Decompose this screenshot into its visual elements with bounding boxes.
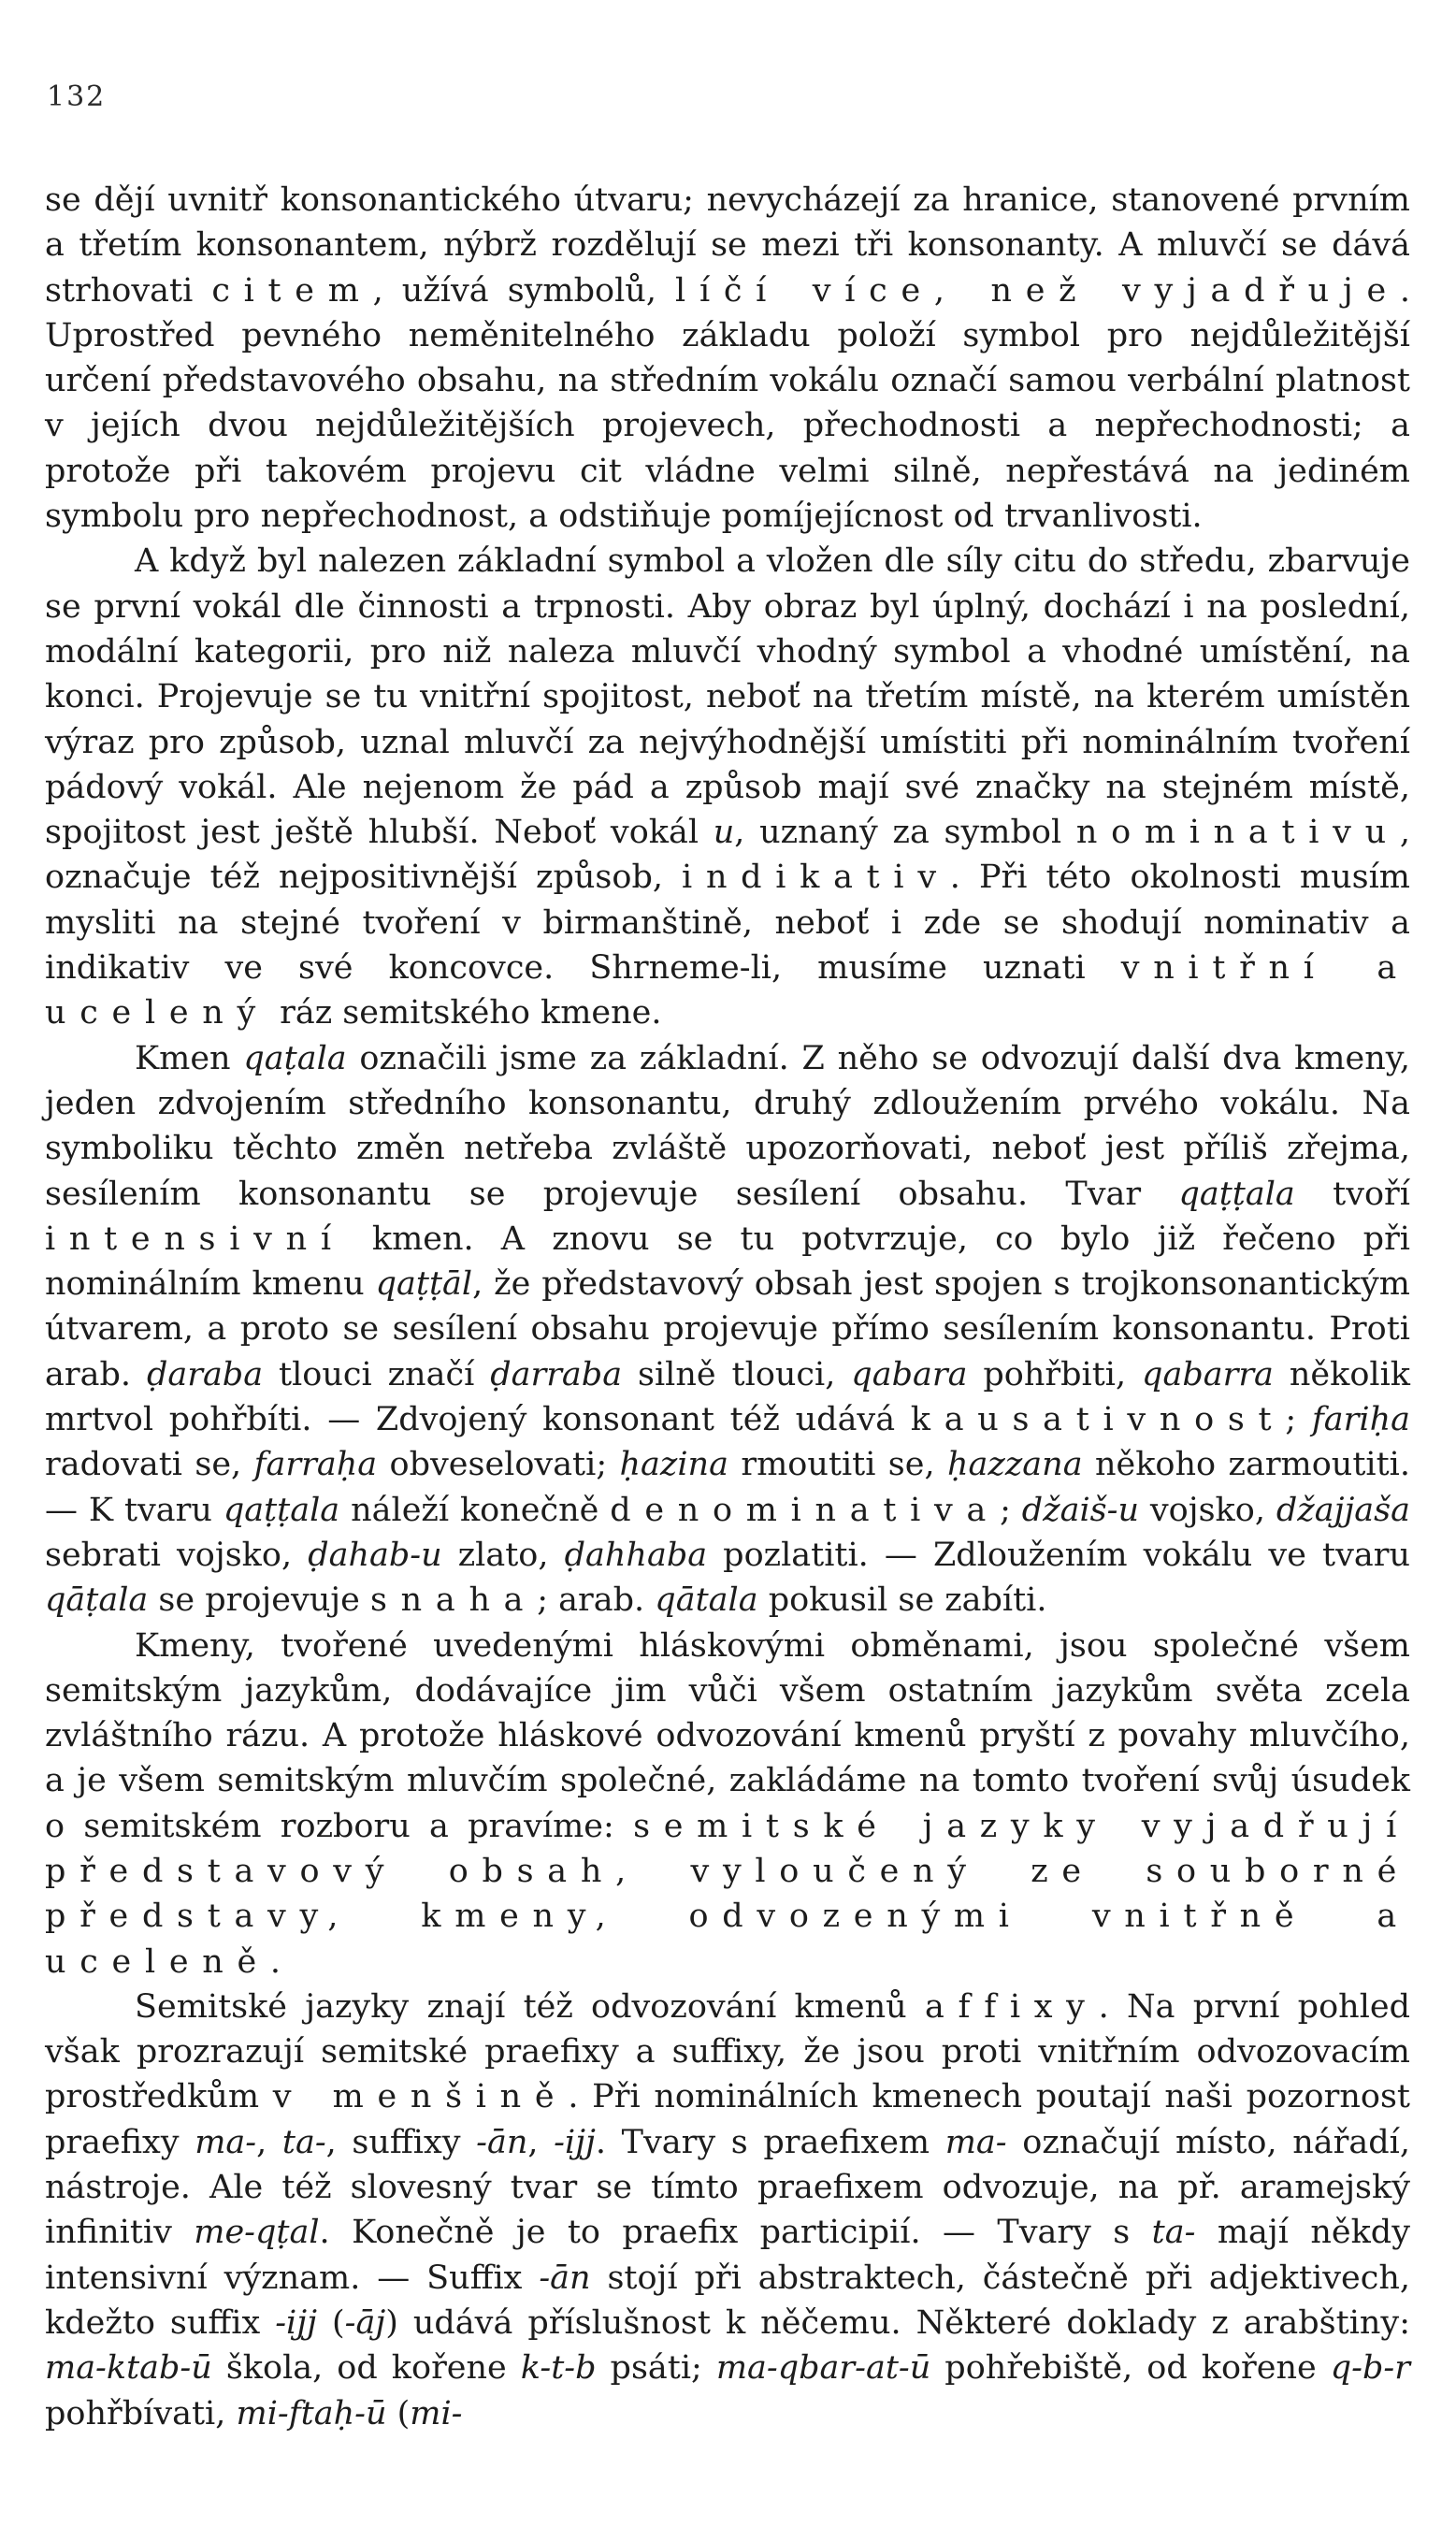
italic-term: qaṭṭala	[1178, 1175, 1295, 1213]
paragraph	[45, 178, 1410, 539]
italic-term: fariḥa	[1311, 1401, 1410, 1439]
italic-term: džajjaša	[1276, 1491, 1410, 1529]
spaced-emphasis: v menšině	[272, 2078, 569, 2116]
spaced-emphasis: kausativnost	[910, 1401, 1286, 1439]
text-run: rmoutiti se,	[728, 1446, 947, 1484]
body-text	[45, 178, 1410, 2436]
paragraph	[45, 1985, 1410, 2436]
text-run: . Při této okolnosti musím mysliti na stejné tvoření v birmanštině, neboť i zde se shodují nominativ a indikativ ve své koncovce. Shrneme-li, musíme uznati	[45, 859, 1410, 988]
text-run: (	[386, 2394, 411, 2432]
spaced-emphasis: líčí více, než vyjadřuje	[675, 271, 1400, 310]
text-run: mají někdy intensivní význam. — Suffix	[45, 2214, 1410, 2297]
text-run: . Na první pohled však prozrazují semitské praefixy a suffixy, že jsou proti vnitřním odvozovacím prostředkům	[45, 1987, 1411, 2116]
text-run: psáti;	[596, 2349, 716, 2388]
text-run: radovati se,	[45, 1446, 254, 1484]
italic-term: -ān	[476, 2123, 528, 2161]
italic-term: ḍarraba	[490, 1355, 623, 1393]
text-run: tvoří	[1294, 1175, 1410, 1213]
spaced-emphasis: nominativu	[1075, 814, 1400, 852]
text-run: ráz semitského kmene.	[268, 994, 662, 1032]
spaced-emphasis: vnitřní a ucelený	[45, 949, 1410, 1032]
text-run: , že představový obsah jest spojen s trojkonsonantickým útvarem, a proto se sesílení obsahu projevuje přímo sesílením konsonantu. Proti arab.	[45, 1265, 1410, 1393]
text-run: . Uprostřed pevného neměnitelného základu položí symbol pro nejdůležitější určení představového obsahu, na středním vokálu označí samou verbální platnost v jejích dvou nejdůležitějších projevech, přechodnosti a nepřechodnosti; a protože při takovém projevu cit vládne velmi silně, nepřestává na jediném symbolu pro nepřechodnost, a odstiňuje pomíjejícnost od trvanlivosti.	[45, 271, 1411, 536]
text-run: , uznaný za symbol	[734, 814, 1076, 852]
spaced-emphasis: denominativa	[610, 1491, 1001, 1529]
italic-term: me-qṭal	[194, 2214, 320, 2252]
text-run: označují místo, nářadí, nástroje. Ale též slovesný tvar se tímto praefixem odvozuje, na př. aramejský infinitiv	[45, 2123, 1410, 2252]
text-run: zlato,	[441, 1536, 565, 1574]
text-run: ) udává příslušnost k něčemu. Některé doklady z arabštiny:	[385, 2303, 1410, 2342]
italic-term: ma-qbar-at-ū	[715, 2349, 931, 2388]
page-number: 132	[47, 80, 107, 113]
text-run: Kmeny, tvořené uvedenými hláskovými obměnami, jsou společné všem semitským jazykům, dodávajíce jim vůči všem ostatním jazykům světa zcela zvláštního rázu. A protože hláskové odvozování kmenů pryští z povahy mluvčího, a je všem semitským mluvčím společné, zakládáme na tomto tvoření svůj úsudek o semitském rozboru a pravíme:	[45, 1626, 1410, 1845]
text-run: ,	[256, 2123, 282, 2161]
italic-term: ta-	[1151, 2214, 1196, 2252]
text-run: náleží konečně	[339, 1491, 611, 1529]
italic-term: ḍaraba	[146, 1355, 264, 1393]
italic-term: q-b-r	[1330, 2349, 1410, 2388]
text-run: několik mrtvol pohřbíti. — Zdvojený konsonant též udává	[45, 1355, 1410, 1439]
text-run: vojsko,	[1139, 1491, 1276, 1529]
text-run: , užívá symbolů,	[372, 271, 676, 310]
text-run: Kmen	[135, 1039, 244, 1077]
text-run: sebrati vojsko,	[45, 1536, 309, 1574]
italic-term: džaiš-u	[1021, 1491, 1139, 1529]
italic-term: ta-	[281, 2123, 326, 2161]
italic-term: mi-ftaḥ-ū	[236, 2394, 387, 2432]
italic-term: mi-	[410, 2394, 463, 2432]
text-run: obveselovati;	[377, 1446, 620, 1484]
italic-term: ma-ktab-ū	[45, 2349, 212, 2388]
italic-term: -ijj	[275, 2303, 317, 2342]
italic-term: ma-	[944, 2123, 1007, 2161]
text-run: ,	[527, 2123, 555, 2161]
italic-term: qaṭṭāl	[375, 1265, 473, 1304]
text-run: pokusil se zabíti.	[757, 1581, 1047, 1620]
spaced-emphasis: indikativ	[682, 859, 950, 897]
text-run: . Tvary s praefixem	[595, 2123, 945, 2161]
text-run: . Při nominálních kmenech poutají naši pozornost praefixy	[45, 2078, 1410, 2161]
text-run: se dějí uvnitř konsonantického útvaru; nevycházejí za hranice, stanovené prvním a třetím konsonantem, nýbrž rozdělují se mezi tři konsonanty. A mluvčí se dává strhovati	[45, 181, 1410, 310]
text-run: kmen. A znovu se tu potvrzuje, co bylo již řečeno při nominálním kmenu	[45, 1220, 1410, 1304]
text-run: , označuje též nejpositivnější způsob,	[45, 814, 1410, 897]
italic-term: ḥazzana	[947, 1446, 1083, 1484]
italic-term: qabara	[851, 1355, 968, 1393]
spaced-emphasis: intensivní	[45, 1220, 345, 1258]
text-run: se projevuje	[148, 1581, 370, 1620]
text-run: . Konečně je to praefix participií. — Tvary s	[319, 2214, 1152, 2252]
text-run: ;	[1000, 1491, 1022, 1529]
italic-term: -ān	[539, 2259, 591, 2297]
text-run: .	[269, 1942, 281, 1981]
paragraph	[45, 1624, 1410, 1985]
text-run: pohřbiti,	[967, 1355, 1143, 1393]
spaced-emphasis: affixy	[924, 1987, 1099, 2026]
text-run: tlouci značí	[263, 1355, 491, 1393]
text-run: označili jsme za základní. Z něho se odvozují další dva kmeny, jeden zdvojením středního konsonantu, druhý zdloužením prvého vokálu. Na symboliku těchto změn netřeba zvláště upozorňovati, neboť jest příliš zřejma, sesílením konsonantu se projevuje sesílení obsahu. Tvar	[45, 1039, 1410, 1213]
text-run: silně tlouci,	[622, 1355, 852, 1393]
text-run: , suffixy	[325, 2123, 477, 2161]
italic-term: qātala	[655, 1581, 758, 1620]
italic-term: u	[713, 814, 735, 852]
paragraph	[45, 539, 1410, 1035]
text-run: pohřbívati,	[45, 2394, 237, 2432]
text-run: pozlatiti. — Zdloužením vokálu ve tvaru	[707, 1536, 1410, 1574]
spaced-emphasis: semitské jazyky vyjadřují představový obsah, vyloučený ze souborné představy, kmeny, odvozenými vnitřně a uceleně	[45, 1807, 1410, 1981]
italic-term: farraḥa	[253, 1446, 378, 1484]
italic-term: -ijj	[554, 2123, 596, 2161]
italic-term: ma-	[195, 2123, 257, 2161]
text-run: stojí při abstraktech, částečně při adjektivech, kdežto suffix	[45, 2259, 1410, 2342]
italic-term: ḍahab-u	[308, 1536, 442, 1574]
italic-term: -āj	[344, 2303, 386, 2342]
text-run: pohřebiště, od kořene	[930, 2349, 1331, 2388]
italic-term: qaṭṭala	[223, 1491, 340, 1529]
italic-term: qāṭala	[45, 1581, 149, 1620]
text-run: Semitské jazyky znají též odvozování kmenů	[135, 1987, 925, 2026]
italic-term: ḍahhaba	[564, 1536, 708, 1574]
text-run: ;	[1285, 1401, 1312, 1439]
text-run: A když byl nalezen základní symbol a vložen dle síly citu do středu, zbarvuje se první vokál dle činnosti a trpnosti. Aby obraz byl úplný, dochází i na poslední, modální kategorii, pro niž naleza mluvčí vhodný symbol a vhodné umístění, na konci. Projevuje se tu vnitřní spojitost, neboť na třetím místě, na kterém umístěn výraz pro způsob, uznal mluvčí za nejvýhodnější umístiti při nominálním tvoření pádový vokál. Ale nejenom že pád a způsob mají své značky na stejném místě, spojitost jest ještě hlubší. Neboť vokál	[45, 542, 1410, 852]
italic-term: qabarra	[1142, 1355, 1274, 1393]
text-run: (	[316, 2303, 345, 2342]
italic-term: ḥazina	[619, 1446, 728, 1484]
italic-term: k-t-b	[520, 2349, 597, 2388]
italic-term: qaṭala	[243, 1039, 347, 1077]
text-run: ; arab.	[537, 1581, 656, 1620]
spaced-emphasis: citem	[211, 271, 373, 310]
spaced-emphasis: snaha	[369, 1581, 538, 1620]
paragraph	[45, 1036, 1410, 1624]
text-run: někoho zarmoutiti. — K tvaru	[45, 1446, 1410, 1529]
text-run: škola, od kořene	[211, 2349, 521, 2388]
